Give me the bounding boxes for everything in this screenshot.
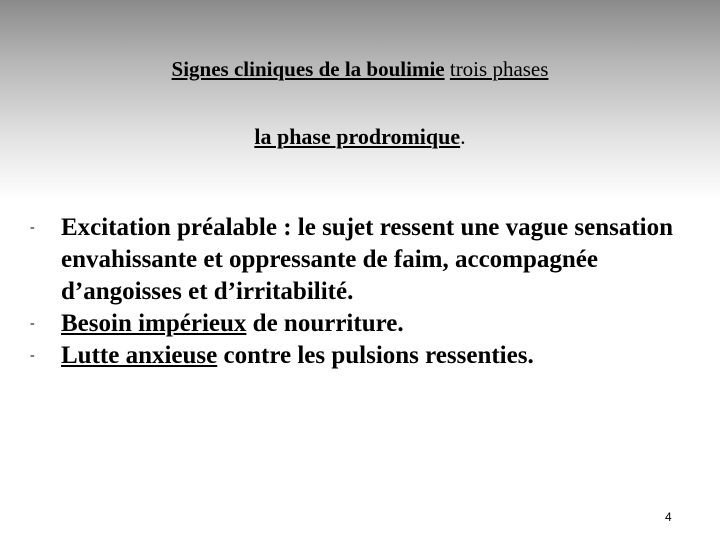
title-bold-part: Signes cliniques de la boulimie [171,57,445,81]
bullet-item [30,308,710,340]
bullet-text: contre les pulsions ressenties. [217,342,534,369]
bullet-underlined-text: Besoin impérieux [61,310,247,337]
bullet-text: de nourriture. [246,310,404,337]
page-number: 4 [665,510,672,524]
slide-title [0,55,720,83]
bullet-dash: - [30,348,35,363]
title-normal-part: trois phases [449,57,549,81]
bullet-dash: - [30,220,35,235]
slide-subtitle [0,122,720,152]
subtitle-text: la phase prodromique [254,124,461,149]
bullet-item [30,212,710,308]
bullet-list [30,212,710,372]
bullet-item [30,340,710,372]
subtitle-punct: . [460,124,466,149]
bullet-dash: - [30,316,35,331]
bullet-text: Excitation préalable : le sujet ressent une vague sensation envahissante et oppressante de faim, accompagnée d’angoisses et d’irritabilité. [61,214,674,305]
bullet-underlined-text: Lutte anxieuse [61,342,218,369]
